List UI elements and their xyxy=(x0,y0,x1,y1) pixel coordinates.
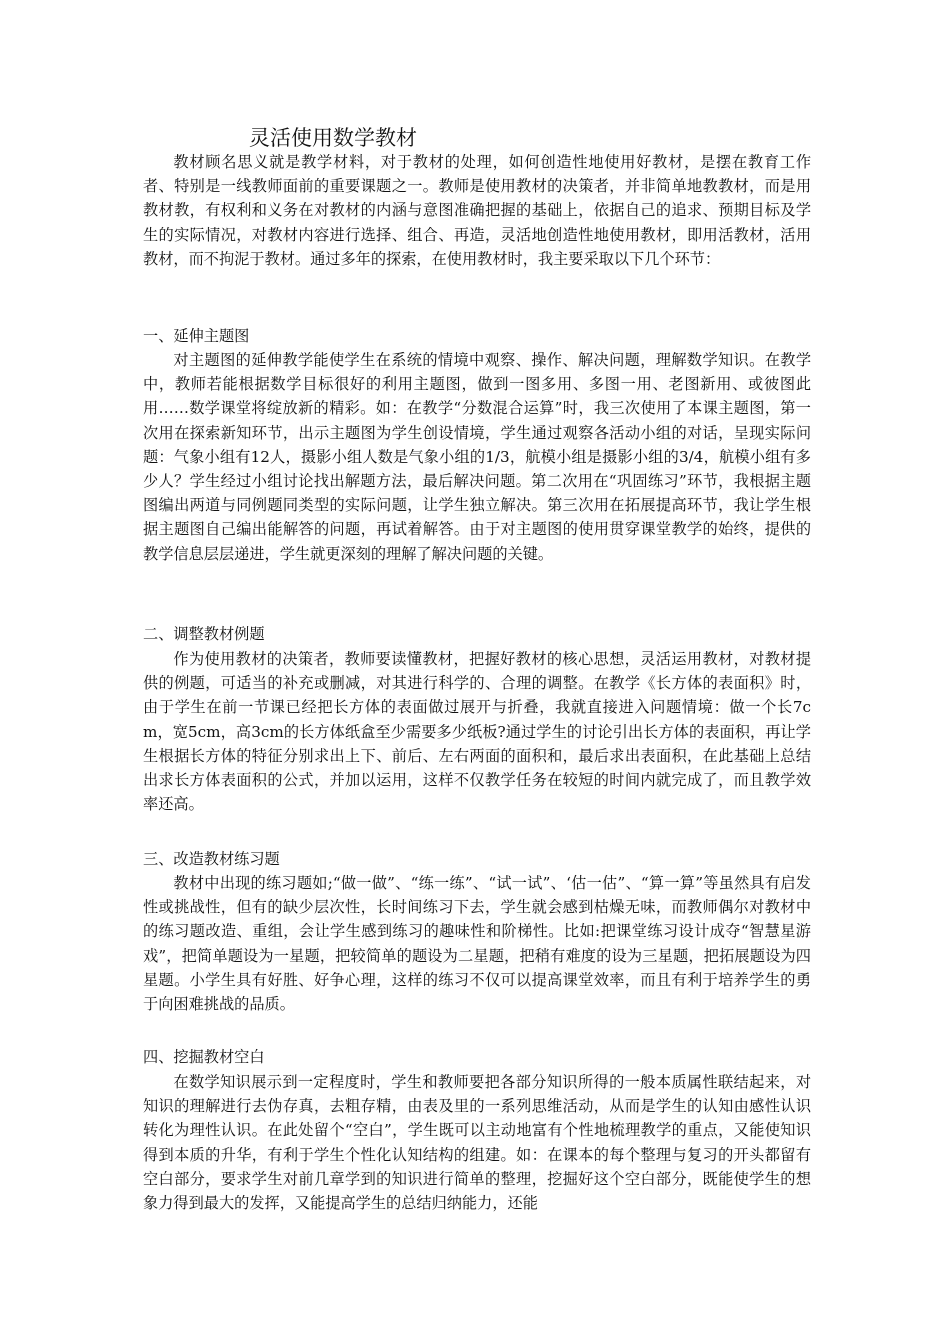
section-heading-1: 一、延伸主题图 xyxy=(143,327,250,345)
intro-paragraph xyxy=(143,150,811,271)
section-heading-4: 四、挖掘教材空白 xyxy=(143,1048,265,1066)
section-body-4 xyxy=(143,1070,811,1215)
section-text-3: 教材中出现的练习题如;“做一做”、“练一练”、“试一试”、‘估一估”、“算一算”等虽然具有启发性或挑战性，但有的缺少层次性，长时间练习下去，学生就会感到枯燥无味，而教师偶尔对教材中的练习题改造、重组，会让学生感到练习的趣味性和阶梯性。比如:把课堂练习设计成夺“智慧星游戏”，把简单题设为一星题，把较简单的题设为二星题，把稍有难度的设为三星题，把拓展题设为四星题。小学生具有好胜、好争心理，这样的练习不仅可以提高课堂效率，而且有利于培养学生的勇于向困难挑战的品质。 xyxy=(143,874,811,1014)
section-body-3 xyxy=(143,871,811,1016)
document-title: 灵活使用数学教材 xyxy=(249,126,417,150)
section-heading-2: 二、调整教材例题 xyxy=(143,625,265,643)
section-heading-3: 三、改造教材练习题 xyxy=(143,850,280,868)
section-text-4: 在数学知识展示到一定程度时，学生和教师要把各部分知识所得的一般本质属性联结起来，对知识的理解进行去伪存真，去粗存精，由表及里的一系列思维活动，从而是学生的认知由感性认识转化为理性认识。在此处留个“空白”，学生既可以主动地富有个性地梳理教学的重点，又能使知识得到本质的升华，有利于学生个性化认知结构的组建。如：在课本的每个整理与复习的开头都留有空白部分，要求学生对前几章学到的知识进行简单的整理，挖掘好这个空白部分，既能使学生的想象力得到最大的发挥，又能提高学生的总结归纳能力，还能 xyxy=(143,1073,811,1213)
section-body-2 xyxy=(143,647,811,816)
section-body-1 xyxy=(143,348,811,566)
section-text-2: 作为使用教材的决策者，教师要读懂教材，把握好教材的核心思想，灵活运用教材，对教材提供的例题，可适当的补充或删减，对其进行科学的、合理的调整。在教学《长方体的表面积》时，由于学生在前一节课已经把长方体的表面做过展开与折叠，我就直接进入问题情境：做一个长7cm，宽5cm，高3cm的长方体纸盒至少需要多少纸板?通过学生的讨论引出长方体的表面积，再让学生根据长方体的特征分别求出上下、前后、左右两面的面积和，最后求出表面积，在此基础上总结出求长方体表面积的公式，并加以运用，这样不仅教学任务在较短的时间内就完成了，而且教学效率还高。 xyxy=(143,650,811,814)
intro-text: 教材顾名思义就是教学材料，对于教材的处理，如何创造性地使用好教材，是摆在教育工作者、特别是一线教师面前的重要课题之一。教师是使用教材的决策者，并非简单地教教材，而是用教材教，有权利和义务在对教材的内涵与意图准确把握的基础上，依据自己的追求、预期目标及学生的实际情况，对教材内容进行选择、组合、再造，灵活地创造性地使用教材，即用活教材，活用教材，而不拘泥于教材。通过多年的探索，在使用教材时，我主要采取以下几个环节： xyxy=(143,153,811,268)
section-text-1: 对主题图的延伸教学能使学生在系统的情境中观察、操作、解决问题，理解数学知识。在教学中，教师若能根据数学目标很好的利用主题图，做到一图多用、多图一用、老图新用、或彼图此用……数学课堂将绽放新的精彩。如：在教学“分数混合运算”时，我三次使用了本课主题图，第一次用在探索新知环节，出示主题图为学生创设情境，学生通过观察各活动小组的对话，呈现实际问题：气象小组有12人，摄影小组人数是气象小组的1/3，航模小组是摄影小组的3/4，航模小组有多少人？学生经过小组讨论找出解题方法，最后解决问题。第二次用在“巩固练习”环节，我根据主题图编出两道与同例题同类型的实际问题，让学生独立解决。第三次用在拓展提高环节，我让学生根据主题图自己编出能解答的问题，再试着解答。由于对主题图的使用贯穿课堂教学的始终，提供的教学信息层层递进，学生就更深刻的理解了解决问题的关键。 xyxy=(143,351,811,563)
